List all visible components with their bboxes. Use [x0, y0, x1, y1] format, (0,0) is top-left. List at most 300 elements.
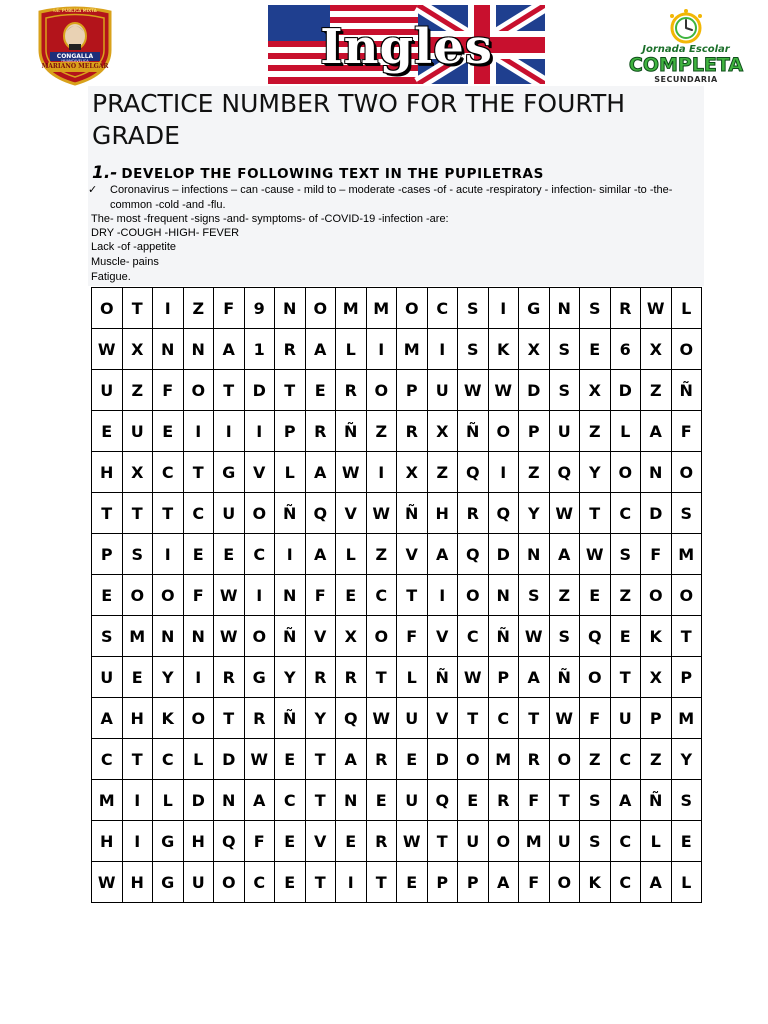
grid-cell: H: [92, 452, 123, 493]
grid-cell: U: [397, 698, 428, 739]
grid-cell: U: [458, 821, 489, 862]
grid-cell: W: [92, 862, 123, 903]
grid-cell: A: [488, 862, 519, 903]
grid-cell: R: [488, 780, 519, 821]
grid-cell: Ñ: [671, 370, 702, 411]
grid-cell: C: [458, 616, 489, 657]
grid-cell: K: [153, 698, 184, 739]
grid-cell: S: [122, 534, 153, 575]
grid-cell: Y: [305, 698, 336, 739]
grid-cell: Z: [519, 452, 550, 493]
grid-cell: O: [366, 370, 397, 411]
grid-cell: O: [488, 821, 519, 862]
grid-cell: E: [580, 329, 611, 370]
grid-cell: N: [488, 575, 519, 616]
grid-cell: D: [641, 493, 672, 534]
grid-cell: T: [305, 780, 336, 821]
grid-cell: T: [122, 288, 153, 329]
grid-row: [92, 534, 702, 575]
grid-cell: S: [92, 616, 123, 657]
grid-cell: T: [214, 370, 245, 411]
grid-cell: E: [610, 616, 641, 657]
grid-cell: S: [671, 493, 702, 534]
grid-cell: O: [153, 575, 184, 616]
grid-cell: O: [458, 739, 489, 780]
grid-cell: F: [397, 616, 428, 657]
grid-cell: O: [549, 739, 580, 780]
grid-cell: W: [214, 616, 245, 657]
grid-cell: K: [641, 616, 672, 657]
grid-cell: A: [305, 452, 336, 493]
grid-cell: C: [610, 493, 641, 534]
grid-cell: W: [458, 370, 489, 411]
grid-cell: F: [641, 534, 672, 575]
grid-cell: T: [153, 493, 184, 534]
school-shield-logo: [36, 6, 114, 86]
grid-cell: F: [153, 370, 184, 411]
grid-cell: M: [519, 821, 550, 862]
grid-cell: Y: [275, 657, 306, 698]
grid-cell: O: [610, 452, 641, 493]
grid-cell: E: [122, 657, 153, 698]
grid-cell: P: [458, 862, 489, 903]
grid-cell: N: [336, 780, 367, 821]
school-name: MARIANO MELGAR: [41, 63, 109, 70]
grid-cell: A: [92, 698, 123, 739]
grid-cell: W: [366, 493, 397, 534]
page-title: PRACTICE NUMBER TWO FOR THE FOURTH GRADE: [92, 89, 626, 150]
grid-cell: X: [641, 657, 672, 698]
grid-cell: C: [92, 739, 123, 780]
grid-cell: I: [275, 534, 306, 575]
grid-cell: W: [92, 329, 123, 370]
grid-cell: P: [488, 657, 519, 698]
grid-cell: O: [671, 575, 702, 616]
grid-cell: D: [610, 370, 641, 411]
grid-cell: 6: [610, 329, 641, 370]
grid-cell: O: [397, 288, 428, 329]
grid-cell: 1: [244, 329, 275, 370]
grid-cell: M: [366, 288, 397, 329]
grid-cell: A: [641, 411, 672, 452]
grid-cell: Q: [336, 698, 367, 739]
grid-cell: L: [397, 657, 428, 698]
grid-cell: U: [610, 698, 641, 739]
grid-cell: U: [214, 493, 245, 534]
grid-cell: E: [92, 411, 123, 452]
grid-cell: W: [488, 370, 519, 411]
grid-cell: A: [610, 780, 641, 821]
exercise-number: 1.-: [92, 163, 118, 183]
grid-cell: E: [275, 821, 306, 862]
grid-cell: R: [305, 411, 336, 452]
grid-cell: W: [244, 739, 275, 780]
grid-cell: L: [153, 780, 184, 821]
grid-cell: I: [183, 411, 214, 452]
grid-cell: R: [244, 698, 275, 739]
grid-cell: N: [153, 329, 184, 370]
grid-cell: S: [610, 534, 641, 575]
grid-cell: I: [214, 411, 245, 452]
grid-cell: U: [397, 780, 428, 821]
grid-cell: E: [458, 780, 489, 821]
grid-cell: Q: [458, 452, 489, 493]
grid-cell: Z: [580, 739, 611, 780]
grid-cell: G: [153, 821, 184, 862]
clock-icon: [627, 8, 745, 48]
grid-cell: F: [519, 780, 550, 821]
grid-cell: R: [336, 657, 367, 698]
grid-cell: Ñ: [275, 616, 306, 657]
grid-cell: S: [671, 780, 702, 821]
grid-cell: L: [641, 821, 672, 862]
grid-row: [92, 616, 702, 657]
grid-cell: Z: [610, 575, 641, 616]
exercise-heading-text: DEVELOP THE FOLLOWING TEXT IN THE PUPILETRAS: [121, 166, 544, 182]
grid-cell: O: [366, 616, 397, 657]
grid-row: [92, 411, 702, 452]
grid-cell: R: [458, 493, 489, 534]
grid-cell: H: [183, 821, 214, 862]
grid-cell: N: [275, 288, 306, 329]
grid-cell: T: [549, 780, 580, 821]
grid-cell: G: [153, 862, 184, 903]
grid-cell: Y: [153, 657, 184, 698]
grid-cell: D: [183, 780, 214, 821]
grid-cell: V: [244, 452, 275, 493]
grid-cell: H: [122, 698, 153, 739]
grid-cell: U: [549, 821, 580, 862]
grid-cell: A: [305, 534, 336, 575]
grid-cell: X: [397, 452, 428, 493]
grid-cell: O: [458, 575, 489, 616]
exercise-line: DRY -COUGH -HIGH- FEVER: [91, 227, 240, 239]
school-name-top: I.E. PUBLICA MIXTA: [53, 8, 97, 13]
grid-cell: E: [153, 411, 184, 452]
grid-cell: I: [244, 411, 275, 452]
grid-row: [92, 862, 702, 903]
grid-cell: A: [214, 329, 245, 370]
grid-cell: M: [397, 329, 428, 370]
grid-cell: N: [641, 452, 672, 493]
grid-cell: I: [122, 821, 153, 862]
grid-cell: L: [610, 411, 641, 452]
grid-cell: Q: [214, 821, 245, 862]
grid-cell: Ñ: [336, 411, 367, 452]
grid-cell: T: [427, 821, 458, 862]
grid-cell: V: [305, 616, 336, 657]
grid-cell: V: [427, 698, 458, 739]
grid-cell: Z: [549, 575, 580, 616]
grid-cell: N: [519, 534, 550, 575]
grid-cell: D: [427, 739, 458, 780]
grid-cell: O: [244, 493, 275, 534]
grid-cell: R: [336, 370, 367, 411]
grid-cell: R: [519, 739, 550, 780]
grid-cell: E: [275, 862, 306, 903]
grid-cell: E: [183, 534, 214, 575]
grid-cell: S: [549, 616, 580, 657]
grid-cell: O: [244, 616, 275, 657]
grid-cell: D: [488, 534, 519, 575]
grid-cell: I: [427, 575, 458, 616]
word-search-grid: [91, 287, 702, 903]
grid-cell: W: [549, 493, 580, 534]
jec-line-3: SECUNDARIA: [654, 75, 718, 84]
grid-cell: P: [671, 657, 702, 698]
grid-cell: Q: [458, 534, 489, 575]
grid-cell: D: [519, 370, 550, 411]
grid-cell: Z: [366, 411, 397, 452]
grid-cell: C: [153, 739, 184, 780]
grid-cell: F: [580, 698, 611, 739]
grid-cell: E: [336, 821, 367, 862]
grid-cell: O: [183, 698, 214, 739]
jornada-escolar-completa-logo: [627, 8, 745, 86]
grid-cell: Y: [519, 493, 550, 534]
grid-cell: T: [122, 739, 153, 780]
grid-cell: U: [183, 862, 214, 903]
grid-cell: O: [183, 370, 214, 411]
grid-cell: W: [214, 575, 245, 616]
grid-cell: Ñ: [488, 616, 519, 657]
grid-cell: N: [549, 288, 580, 329]
grid-cell: U: [92, 657, 123, 698]
grid-cell: E: [397, 862, 428, 903]
grid-cell: C: [244, 862, 275, 903]
grid-cell: L: [336, 329, 367, 370]
grid-cell: N: [183, 616, 214, 657]
grid-cell: K: [580, 862, 611, 903]
grid-cell: W: [397, 821, 428, 862]
grid-cell: I: [153, 288, 184, 329]
grid-cell: W: [580, 534, 611, 575]
checkmark-icon: ✓: [88, 183, 98, 196]
grid-cell: W: [641, 288, 672, 329]
grid-cell: V: [397, 534, 428, 575]
grid-cell: Z: [641, 370, 672, 411]
grid-cell: T: [397, 575, 428, 616]
grid-cell: A: [641, 862, 672, 903]
grid-cell: H: [122, 862, 153, 903]
banner-title: Ingles: [320, 19, 493, 75]
grid-cell: X: [122, 329, 153, 370]
grid-cell: Z: [183, 288, 214, 329]
grid-cell: T: [305, 862, 336, 903]
grid-cell: T: [305, 739, 336, 780]
grid-cell: Y: [580, 452, 611, 493]
grid-cell: C: [275, 780, 306, 821]
grid-row: [92, 575, 702, 616]
grid-cell: I: [122, 780, 153, 821]
grid-cell: C: [610, 862, 641, 903]
grid-cell: A: [519, 657, 550, 698]
grid-cell: Q: [549, 452, 580, 493]
grid-cell: T: [458, 698, 489, 739]
grid-cell: R: [366, 739, 397, 780]
school-location: CONGALLA: [56, 53, 94, 60]
grid-cell: V: [336, 493, 367, 534]
grid-cell: T: [275, 370, 306, 411]
grid-cell: P: [641, 698, 672, 739]
grid-cell: K: [488, 329, 519, 370]
grid-cell: V: [305, 821, 336, 862]
grid-cell: T: [92, 493, 123, 534]
exercise-line: Fatigue.: [91, 271, 131, 283]
grid-cell: M: [336, 288, 367, 329]
grid-cell: E: [336, 575, 367, 616]
grid-cell: H: [427, 493, 458, 534]
grid-cell: S: [580, 821, 611, 862]
grid-cell: I: [427, 329, 458, 370]
grid-cell: L: [336, 534, 367, 575]
exercise-heading: [92, 163, 702, 183]
grid-cell: Y: [671, 739, 702, 780]
grid-cell: S: [458, 288, 489, 329]
grid-cell: T: [580, 493, 611, 534]
grid-cell: D: [214, 739, 245, 780]
grid-cell: E: [92, 575, 123, 616]
grid-cell: T: [671, 616, 702, 657]
grid-cell: Z: [580, 411, 611, 452]
grid-cell: I: [488, 288, 519, 329]
grid-row: [92, 821, 702, 862]
grid-cell: M: [488, 739, 519, 780]
grid-cell: A: [549, 534, 580, 575]
grid-cell: T: [519, 698, 550, 739]
grid-cell: Q: [580, 616, 611, 657]
grid-cell: L: [671, 862, 702, 903]
grid-cell: R: [397, 411, 428, 452]
grid-cell: T: [183, 452, 214, 493]
grid-row: [92, 288, 702, 329]
jec-line-1: Jornada Escolar: [642, 44, 730, 55]
jec-line-2: COMPLETA: [628, 54, 744, 76]
grid-cell: C: [610, 739, 641, 780]
grid-cell: N: [214, 780, 245, 821]
grid-cell: W: [519, 616, 550, 657]
grid-cell: T: [366, 862, 397, 903]
exercise-paragraph: Coronavirus – infections – can -cause - mild to – moderate -cases -of - acute -respiratory - infection- similar -to -the- common -cold -and -flu.: [110, 184, 673, 211]
grid-cell: P: [275, 411, 306, 452]
grid-cell: W: [336, 452, 367, 493]
grid-cell: M: [671, 698, 702, 739]
grid-cell: Ñ: [275, 493, 306, 534]
grid-cell: E: [275, 739, 306, 780]
grid-cell: L: [275, 452, 306, 493]
grid-cell: Ñ: [549, 657, 580, 698]
grid-cell: H: [92, 821, 123, 862]
grid-cell: N: [275, 575, 306, 616]
grid-cell: M: [122, 616, 153, 657]
school-region: HUANCAVELICA: [61, 59, 89, 63]
grid-cell: C: [366, 575, 397, 616]
grid-cell: F: [671, 411, 702, 452]
grid-cell: V: [427, 616, 458, 657]
grid-cell: O: [92, 288, 123, 329]
grid-cell: X: [641, 329, 672, 370]
grid-cell: Ñ: [427, 657, 458, 698]
grid-cell: G: [214, 452, 245, 493]
grid-cell: F: [244, 821, 275, 862]
grid-cell: I: [336, 862, 367, 903]
grid-cell: S: [519, 575, 550, 616]
grid-cell: Ñ: [397, 493, 428, 534]
exercise-line: Muscle- pains: [91, 256, 159, 268]
grid-cell: C: [427, 288, 458, 329]
grid-cell: T: [122, 493, 153, 534]
grid-cell: Q: [305, 493, 336, 534]
grid-cell: O: [641, 575, 672, 616]
grid-cell: O: [305, 288, 336, 329]
grid-cell: W: [549, 698, 580, 739]
grid-row: [92, 370, 702, 411]
grid-cell: U: [92, 370, 123, 411]
ingles-banner: [268, 5, 545, 84]
grid-cell: D: [244, 370, 275, 411]
grid-cell: S: [549, 329, 580, 370]
grid-cell: E: [214, 534, 245, 575]
grid-cell: E: [397, 739, 428, 780]
grid-cell: F: [183, 575, 214, 616]
grid-cell: P: [92, 534, 123, 575]
grid-cell: C: [488, 698, 519, 739]
grid-cell: I: [183, 657, 214, 698]
grid-cell: R: [214, 657, 245, 698]
grid-cell: C: [244, 534, 275, 575]
grid-cell: O: [580, 657, 611, 698]
grid-cell: Q: [427, 780, 458, 821]
grid-cell: C: [610, 821, 641, 862]
grid-cell: Z: [122, 370, 153, 411]
grid-cell: Ñ: [458, 411, 489, 452]
grid-row: [92, 698, 702, 739]
grid-cell: T: [214, 698, 245, 739]
grid-cell: A: [336, 739, 367, 780]
grid-cell: F: [214, 288, 245, 329]
exercise-line: The- most -frequent -signs -and- symptoms- of -COVID-19 -infection -are:: [91, 213, 449, 225]
grid-cell: N: [183, 329, 214, 370]
grid-cell: L: [183, 739, 214, 780]
grid-row: [92, 493, 702, 534]
grid-cell: E: [671, 821, 702, 862]
grid-cell: P: [519, 411, 550, 452]
grid-cell: O: [671, 452, 702, 493]
exercise-line: Lack -of -appetite: [91, 241, 176, 253]
grid-cell: F: [519, 862, 550, 903]
grid-cell: A: [244, 780, 275, 821]
grid-row: [92, 739, 702, 780]
grid-cell: C: [153, 452, 184, 493]
grid-cell: P: [397, 370, 428, 411]
grid-cell: R: [610, 288, 641, 329]
grid-cell: X: [427, 411, 458, 452]
grid-cell: I: [488, 452, 519, 493]
grid-cell: O: [671, 329, 702, 370]
grid-cell: U: [549, 411, 580, 452]
grid-cell: S: [580, 288, 611, 329]
grid-cell: O: [122, 575, 153, 616]
grid-cell: U: [122, 411, 153, 452]
grid-cell: G: [244, 657, 275, 698]
grid-cell: Ñ: [641, 780, 672, 821]
grid-cell: E: [305, 370, 336, 411]
grid-cell: M: [92, 780, 123, 821]
grid-cell: R: [275, 329, 306, 370]
grid-cell: S: [549, 370, 580, 411]
grid-cell: X: [519, 329, 550, 370]
grid-cell: X: [336, 616, 367, 657]
